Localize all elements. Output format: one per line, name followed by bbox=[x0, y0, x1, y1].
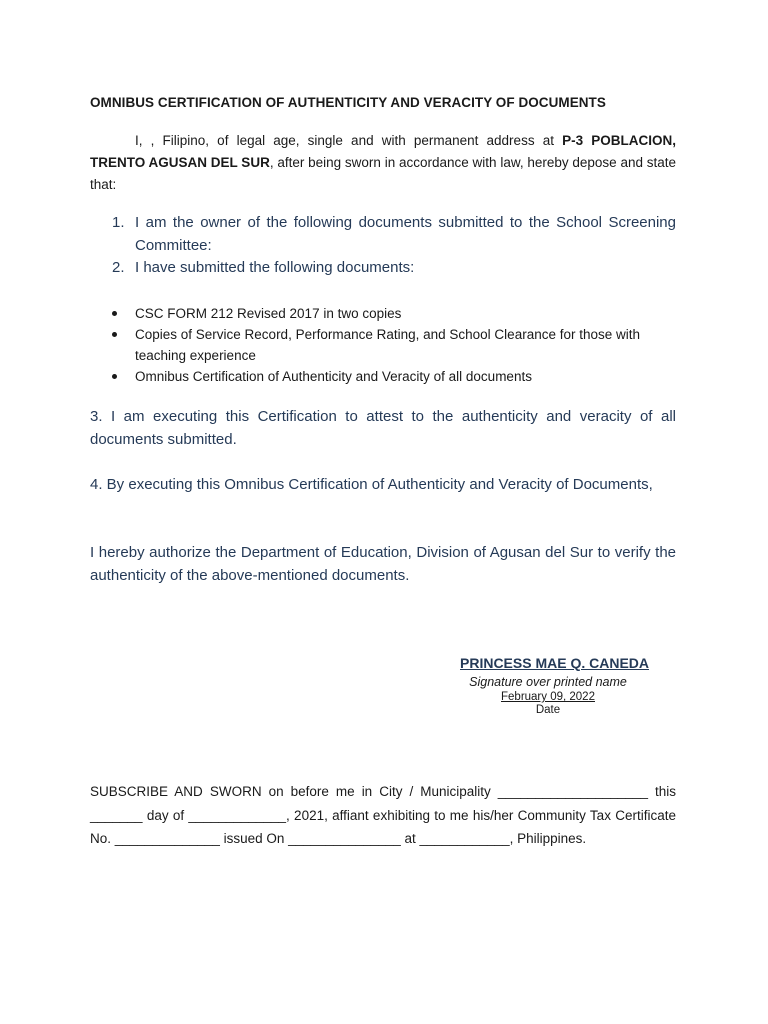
intro-paragraph bbox=[90, 130, 676, 196]
bullet-text: CSC FORM 212 Revised 2017 in two copies bbox=[135, 306, 402, 321]
signature-block bbox=[460, 655, 650, 716]
bullet-icon bbox=[112, 374, 117, 379]
authorization-paragraph: I hereby authorize the Department of Education, Division of Agusan del Sur to verify the authenticity of the above-mentioned documents. bbox=[90, 544, 676, 584]
date-label: Date bbox=[535, 704, 561, 716]
document-bullet-list bbox=[90, 303, 676, 387]
bullet-icon bbox=[112, 311, 117, 316]
bullet-item bbox=[90, 366, 676, 387]
bullet-item bbox=[90, 303, 676, 324]
intro-text-before: I, , Filipino, of legal age, single and with permanent address at bbox=[135, 133, 563, 148]
item-number: 1. bbox=[112, 214, 125, 231]
bullet-text: Copies of Service Record, Performance Rating, and School Clearance for those with teaching experience bbox=[135, 327, 641, 363]
item-3-paragraph: 3. I am executing this Certification to attest to the authenticity and veracity of all documents submitted. bbox=[90, 408, 676, 448]
signature-date: February 09, 2022 bbox=[501, 691, 595, 703]
item-4-paragraph: 4. By executing this Omnibus Certification of Authenticity and Veracity of Documents, bbox=[90, 476, 653, 493]
jurat-paragraph: SUBSCRIBE AND SWORN on before me in City / Municipality ____________________ this _______ day of _____________, 2021, affiant exhibiting to me his/her Community Tax Certificate No. ______________ issued On _______________ at ____________, Philippines. bbox=[90, 784, 676, 846]
bullet-icon bbox=[112, 332, 117, 337]
bullet-text: Omnibus Certification of Authenticity and Veracity of all documents bbox=[135, 369, 532, 384]
bullet-item bbox=[90, 324, 676, 366]
item-number: 2. bbox=[112, 259, 125, 276]
permanent-address: P-3 POBLACION, TRENTO AGUSAN DEL SUR bbox=[90, 133, 677, 170]
intro-text-after: , after being sworn in accordance with law, hereby depose and state that: bbox=[90, 155, 677, 192]
item-text: I am the owner of the following documents submitted to the School Screening Committee: bbox=[135, 214, 676, 254]
item-text: I have submitted the following documents: bbox=[135, 259, 415, 276]
numbered-list bbox=[90, 212, 676, 280]
numbered-item bbox=[90, 212, 676, 257]
signature-caption: Signature over printed name bbox=[469, 675, 627, 689]
signatory-name: PRINCESS MAE Q. CANEDA bbox=[460, 655, 650, 671]
document-title: OMNIBUS CERTIFICATION OF AUTHENTICITY AND VERACITY OF DOCUMENTS bbox=[90, 95, 606, 110]
numbered-item bbox=[90, 257, 676, 280]
